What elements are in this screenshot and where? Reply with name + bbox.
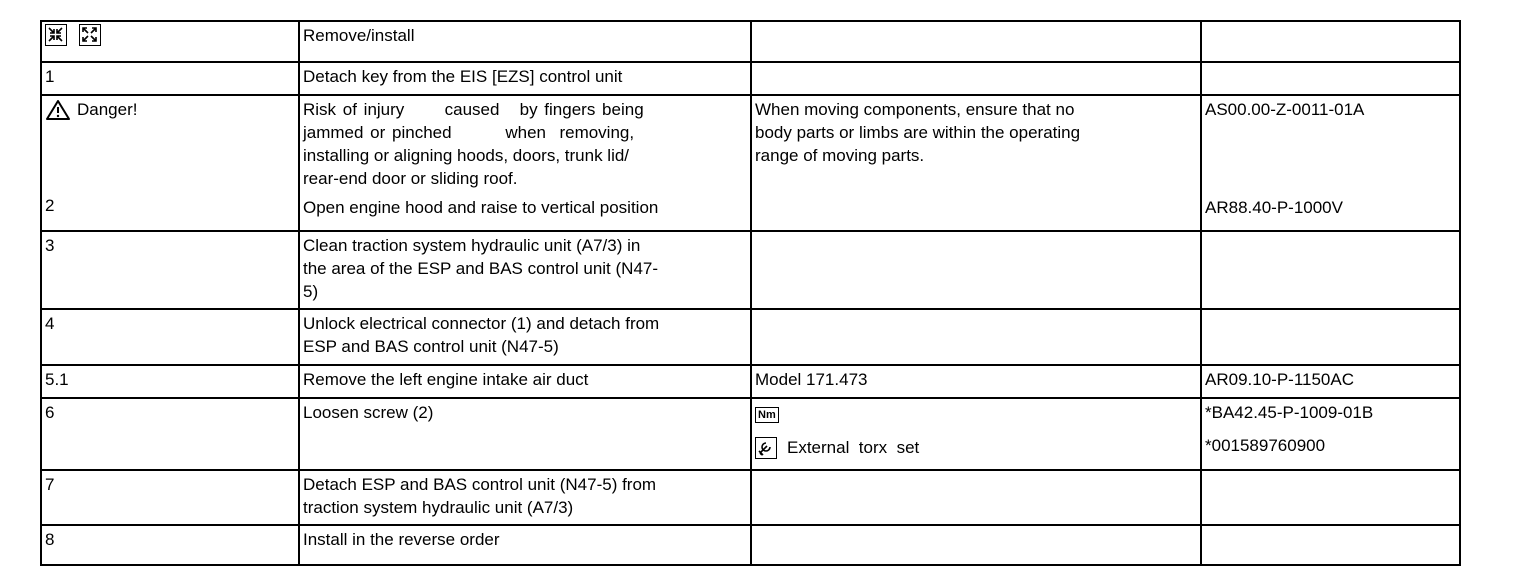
torque-nm-icon[interactable]: Nm <box>755 407 779 423</box>
table-row <box>41 398 1460 470</box>
step-number: 5.1 <box>45 370 69 389</box>
step-cell <box>41 365 299 398</box>
note-cell <box>751 470 1201 525</box>
note-cell <box>751 309 1201 365</box>
action-line: Clean traction system hydraulic unit (A7/3) in <box>303 236 641 255</box>
action-text: Remove/install <box>303 26 415 45</box>
document-reference[interactable]: *BA42.45-P-1009-01B <box>1205 403 1374 422</box>
action-text: Detach key from the EIS [EZS] control unit <box>303 67 623 86</box>
action-text: Remove the left engine intake air duct <box>303 370 589 389</box>
note-cell <box>751 525 1201 565</box>
ref-cell <box>1201 398 1460 470</box>
action-cell <box>299 525 751 565</box>
step-cell <box>41 309 299 365</box>
table-row <box>41 525 1460 565</box>
note-cell <box>751 62 1201 95</box>
action-text: Install in the reverse order <box>303 530 500 549</box>
action-cell <box>299 365 751 398</box>
ref-cell <box>1201 470 1460 525</box>
table-row <box>41 95 1460 231</box>
table-row <box>41 365 1460 398</box>
ref-cell <box>1201 95 1460 231</box>
step-cell <box>41 62 299 95</box>
model-note: Model 171.473 <box>755 370 868 389</box>
action-line: traction system hydraulic unit (A7/3) <box>303 498 574 517</box>
table-row <box>41 309 1460 365</box>
note-cell <box>751 21 1201 62</box>
tool-icon[interactable] <box>755 437 777 459</box>
tool-number[interactable]: *001589760900 <box>1205 436 1326 455</box>
note-line: When moving components, ensure that no <box>755 100 1075 119</box>
tool-name: External torx set <box>787 438 920 457</box>
table-row <box>41 62 1460 95</box>
step-number: 7 <box>45 475 55 494</box>
action-line: 5) <box>303 282 319 301</box>
action-line: installing or aligning hoods, doors, trunk lid/ <box>303 146 630 165</box>
collapse-icon[interactable] <box>45 24 67 46</box>
ref-cell <box>1201 309 1460 365</box>
step-number: 8 <box>45 530 55 549</box>
icon-cell <box>41 21 299 62</box>
step-cell <box>41 231 299 309</box>
action-line: Open engine hood and raise to vertical position <box>303 198 659 217</box>
expand-icon[interactable] <box>79 24 101 46</box>
table-row <box>41 470 1460 525</box>
table-row <box>41 21 1460 62</box>
step-number: 6 <box>45 403 55 422</box>
note-line: range of moving parts. <box>755 146 925 165</box>
ref-cell <box>1201 365 1460 398</box>
procedure-table <box>40 20 1461 566</box>
action-line: rear-end door or sliding roof. <box>303 169 518 188</box>
action-line: Risk of injury caused by fingers being <box>303 100 644 119</box>
step-number: 2 <box>45 195 55 215</box>
document-reference[interactable]: AR88.40-P-1000V <box>1205 198 1343 217</box>
ref-cell <box>1201 62 1460 95</box>
step-number: 1 <box>45 67 55 86</box>
table-row <box>41 231 1460 309</box>
action-line: jammed or pinched when removing, <box>303 123 635 142</box>
ref-cell <box>1201 525 1460 565</box>
action-cell <box>299 95 751 231</box>
warning-triangle-icon <box>45 99 71 121</box>
action-cell <box>299 309 751 365</box>
action-cell <box>299 21 751 62</box>
action-text: Loosen screw (2) <box>303 403 434 422</box>
action-line: the area of the ESP and BAS control unit (N47- <box>303 259 659 278</box>
action-cell <box>299 231 751 309</box>
action-cell <box>299 470 751 525</box>
step-cell <box>41 398 299 470</box>
step-number: 4 <box>45 314 55 333</box>
note-line: body parts or limbs are within the operating <box>755 123 1081 142</box>
note-cell <box>751 231 1201 309</box>
danger-text: Danger! <box>77 100 138 119</box>
ref-cell <box>1201 21 1460 62</box>
danger-cell <box>41 95 299 231</box>
action-cell <box>299 62 751 95</box>
ref-cell <box>1201 231 1460 309</box>
action-line: ESP and BAS control unit (N47-5) <box>303 337 559 356</box>
note-cell <box>751 398 1201 470</box>
tool-row <box>755 436 1197 459</box>
note-cell <box>751 95 1201 231</box>
danger-label <box>45 98 137 121</box>
document-reference[interactable]: AS00.00-Z-0011-01A <box>1205 100 1365 119</box>
step-number: 3 <box>45 236 55 255</box>
action-line: Detach ESP and BAS control unit (N47-5) from <box>303 475 657 494</box>
action-line: Unlock electrical connector (1) and detach from <box>303 314 660 333</box>
action-cell <box>299 398 751 470</box>
step-cell <box>41 470 299 525</box>
note-cell <box>751 365 1201 398</box>
document-reference[interactable]: AR09.10-P-1150AC <box>1205 370 1354 389</box>
step-cell <box>41 525 299 565</box>
